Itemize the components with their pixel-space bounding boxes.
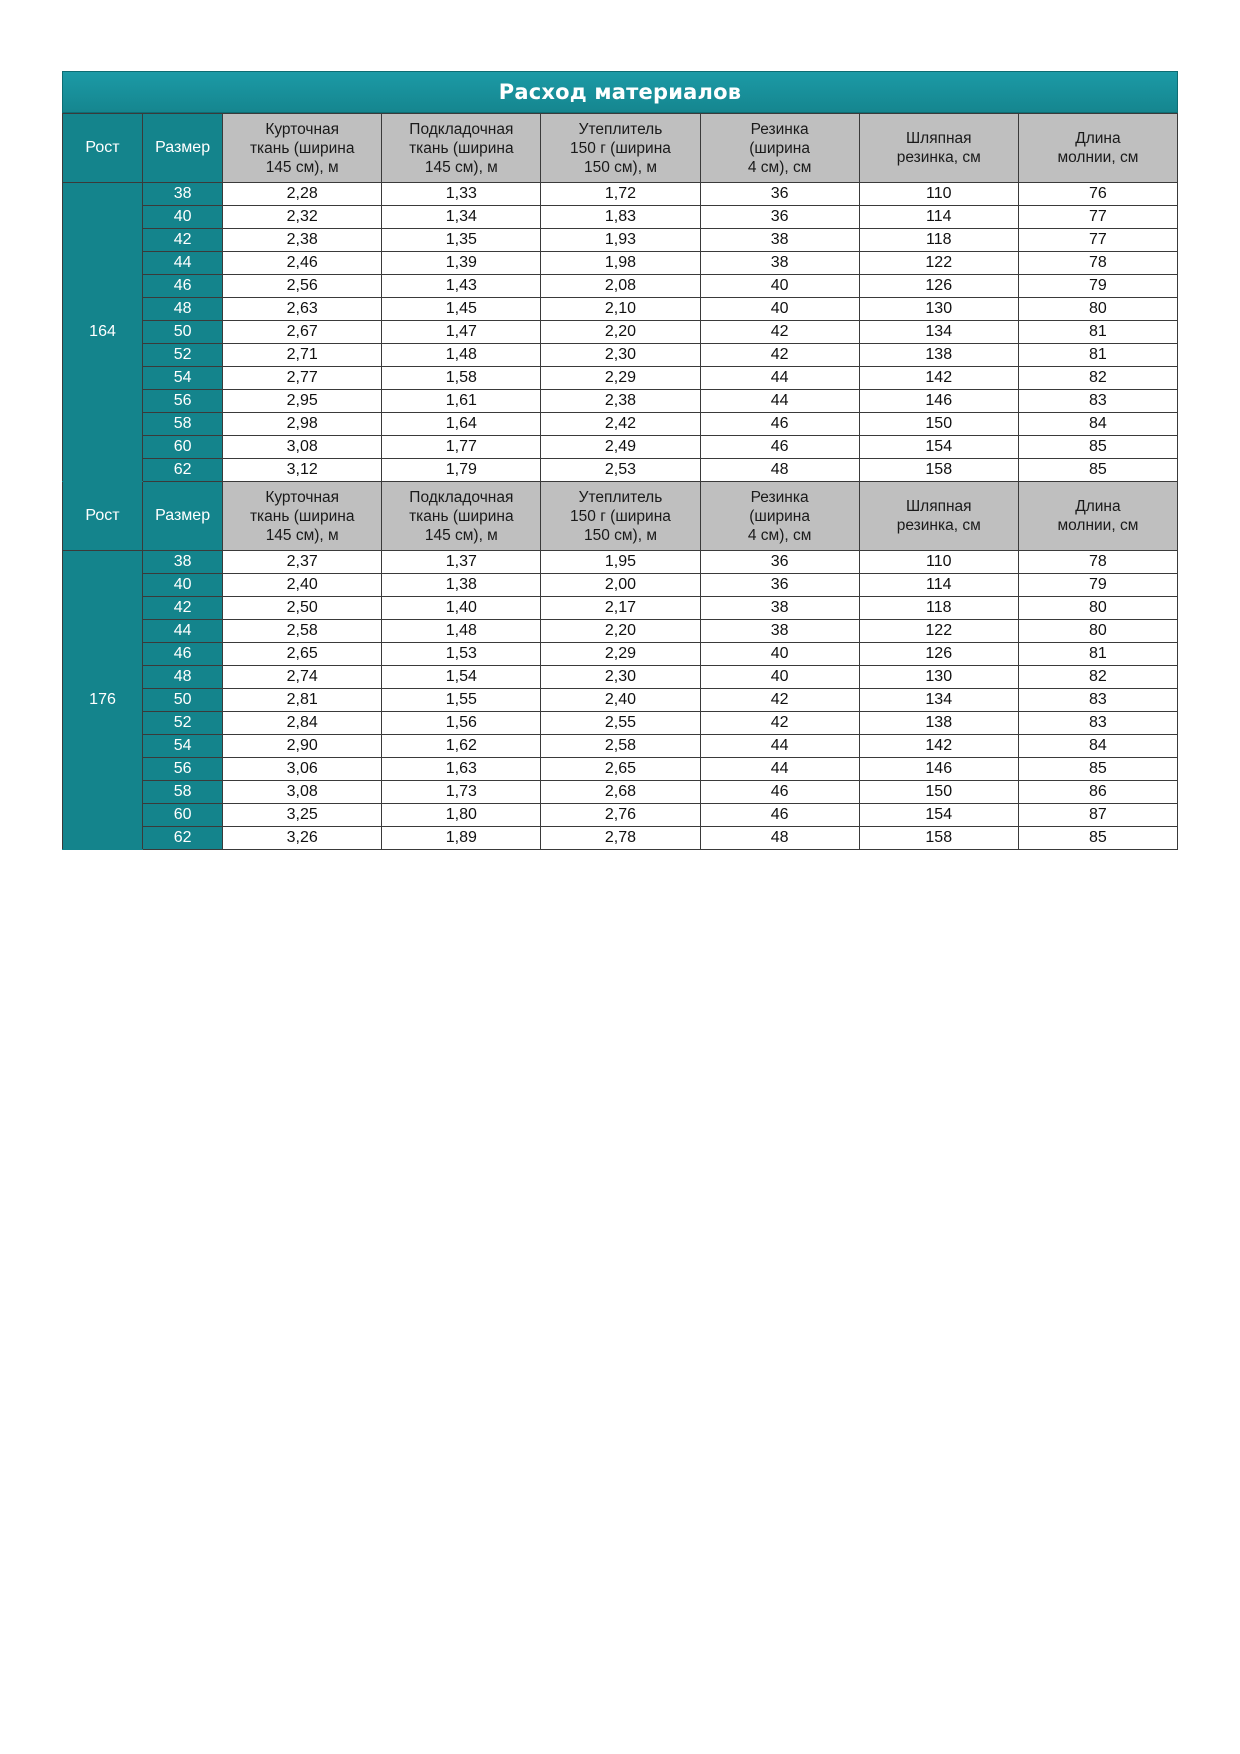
insulation-value: 2,30 (541, 344, 700, 367)
rost-header: Рост (63, 482, 143, 551)
jacket-fabric-value: 2,63 (223, 298, 382, 321)
table-row (63, 229, 1178, 252)
zipper-length-value: 81 (1018, 643, 1177, 666)
elastic-value: 40 (700, 666, 859, 689)
hat-elastic-value: 130 (859, 298, 1018, 321)
table-row (63, 413, 1178, 436)
insulation-value: 1,98 (541, 252, 700, 275)
size-value: 50 (143, 689, 223, 712)
elastic-value: 36 (700, 551, 859, 574)
header-line: 150 см), м (583, 158, 657, 176)
jacket-fabric-header (223, 482, 382, 551)
lining-fabric-value: 1,33 (382, 183, 541, 206)
jacket-fabric-value: 3,25 (223, 804, 382, 827)
zipper-length-value: 83 (1018, 390, 1177, 413)
hat-elastic-value: 122 (859, 620, 1018, 643)
jacket-fabric-value: 3,08 (223, 781, 382, 804)
header-line: Утеплитель (578, 120, 663, 138)
table-row (63, 367, 1178, 390)
zipper-length-value: 78 (1018, 252, 1177, 275)
lining-fabric-value: 1,64 (382, 413, 541, 436)
header-line: (ширина (749, 139, 810, 157)
size-value: 58 (143, 781, 223, 804)
jacket-fabric-value: 2,56 (223, 275, 382, 298)
elastic-value: 44 (700, 390, 859, 413)
zipper-length-value: 83 (1018, 689, 1177, 712)
size-value: 56 (143, 758, 223, 781)
hat-elastic-value: 150 (859, 781, 1018, 804)
header-line: ткань (ширина (249, 139, 355, 157)
insulation-header (541, 114, 700, 183)
lining-fabric-value: 1,73 (382, 781, 541, 804)
table-row (63, 666, 1178, 689)
elastic-value: 36 (700, 206, 859, 229)
header-line: Шляпная (905, 130, 972, 147)
table-row (63, 252, 1178, 275)
lining-fabric-value: 1,54 (382, 666, 541, 689)
zipper-length-header (1018, 114, 1177, 183)
lining-fabric-value: 1,61 (382, 390, 541, 413)
hat-elastic-value: 114 (859, 206, 1018, 229)
size-value: 58 (143, 413, 223, 436)
hat-elastic-value: 142 (859, 367, 1018, 390)
hat-elastic-value: 134 (859, 321, 1018, 344)
jacket-fabric-header (223, 114, 382, 183)
header-line: 4 см), см (747, 526, 812, 544)
table-row (63, 597, 1178, 620)
elastic-value: 40 (700, 643, 859, 666)
zipper-length-value: 84 (1018, 413, 1177, 436)
lining-fabric-header (382, 482, 541, 551)
zipper-length-value: 85 (1018, 436, 1177, 459)
hat-elastic-value: 110 (859, 551, 1018, 574)
table-row (63, 344, 1178, 367)
materials-table (62, 113, 1178, 850)
table-row (63, 620, 1178, 643)
lining-fabric-value: 1,58 (382, 367, 541, 390)
table-row (63, 735, 1178, 758)
insulation-value: 2,53 (541, 459, 700, 482)
header-line: 150 г (ширина (570, 139, 671, 157)
table-row (63, 390, 1178, 413)
size-value: 42 (143, 597, 223, 620)
zipper-length-value: 80 (1018, 620, 1177, 643)
insulation-value: 2,38 (541, 390, 700, 413)
insulation-value: 2,58 (541, 735, 700, 758)
size-value: 62 (143, 827, 223, 850)
lining-fabric-value: 1,89 (382, 827, 541, 850)
insulation-value: 1,83 (541, 206, 700, 229)
size-value: 60 (143, 804, 223, 827)
header-line: ткань (ширина (409, 139, 514, 157)
table-row (63, 689, 1178, 712)
table-row (63, 459, 1178, 482)
size-value: 50 (143, 321, 223, 344)
header-line: Резинка (750, 120, 809, 138)
insulation-value: 2,68 (541, 781, 700, 804)
insulation-value: 1,72 (541, 183, 700, 206)
lining-fabric-value: 1,35 (382, 229, 541, 252)
hat-elastic-value: 146 (859, 758, 1018, 781)
hat-elastic-value: 110 (859, 183, 1018, 206)
header-line: молнии, см (1057, 517, 1139, 534)
header-line: (ширина (749, 507, 810, 525)
table-row (63, 551, 1178, 574)
insulation-value: 2,65 (541, 758, 700, 781)
hat-elastic-value: 146 (859, 390, 1018, 413)
hat-elastic-value: 118 (859, 597, 1018, 620)
insulation-value: 2,29 (541, 367, 700, 390)
table-row (63, 275, 1178, 298)
zipper-length-value: 81 (1018, 344, 1177, 367)
lining-fabric-value: 1,55 (382, 689, 541, 712)
lining-fabric-value: 1,48 (382, 620, 541, 643)
jacket-fabric-value: 2,67 (223, 321, 382, 344)
zipper-length-value: 76 (1018, 183, 1177, 206)
hat-elastic-header (859, 482, 1018, 551)
insulation-value: 1,93 (541, 229, 700, 252)
insulation-value: 1,95 (541, 551, 700, 574)
zipper-length-value: 84 (1018, 735, 1177, 758)
elastic-value: 42 (700, 712, 859, 735)
insulation-value: 2,78 (541, 827, 700, 850)
jacket-fabric-value: 2,50 (223, 597, 382, 620)
size-value: 44 (143, 252, 223, 275)
size-value: 46 (143, 643, 223, 666)
header-line: Курточная (265, 120, 340, 138)
table-row (63, 321, 1178, 344)
insulation-value: 2,20 (541, 620, 700, 643)
zipper-length-value: 87 (1018, 804, 1177, 827)
table-row (63, 643, 1178, 666)
lining-fabric-value: 1,56 (382, 712, 541, 735)
header-line: Подкладочная (409, 120, 514, 138)
size-value: 52 (143, 712, 223, 735)
lining-fabric-value: 1,40 (382, 597, 541, 620)
table-row (63, 574, 1178, 597)
elastic-value: 42 (700, 344, 859, 367)
table-row (63, 827, 1178, 850)
header-line: Длина (1075, 130, 1121, 147)
materials-sheet (62, 71, 1178, 850)
hat-elastic-value: 158 (859, 827, 1018, 850)
elastic-value: 48 (700, 459, 859, 482)
insulation-value: 2,20 (541, 321, 700, 344)
header-line: ткань (ширина (249, 507, 355, 525)
table-row (63, 758, 1178, 781)
lining-fabric-value: 1,80 (382, 804, 541, 827)
rost-value: 176 (63, 551, 143, 850)
hat-elastic-value: 138 (859, 344, 1018, 367)
zipper-length-value: 82 (1018, 666, 1177, 689)
jacket-fabric-value: 2,77 (223, 367, 382, 390)
zipper-length-value: 82 (1018, 367, 1177, 390)
hat-elastic-value: 138 (859, 712, 1018, 735)
lining-fabric-value: 1,79 (382, 459, 541, 482)
table-row (63, 781, 1178, 804)
hat-elastic-header (859, 114, 1018, 183)
hat-elastic-value: 154 (859, 804, 1018, 827)
insulation-header (541, 482, 700, 551)
size-value: 54 (143, 367, 223, 390)
hat-elastic-value: 118 (859, 229, 1018, 252)
header-line: 145 см), м (265, 526, 339, 544)
jacket-fabric-value: 2,46 (223, 252, 382, 275)
header-line: молнии, см (1057, 149, 1139, 166)
size-header: Размер (143, 114, 223, 183)
header-line: Курточная (265, 488, 340, 506)
hat-elastic-value: 150 (859, 413, 1018, 436)
insulation-value: 2,10 (541, 298, 700, 321)
insulation-value: 2,76 (541, 804, 700, 827)
zipper-length-value: 78 (1018, 551, 1177, 574)
jacket-fabric-value: 2,71 (223, 344, 382, 367)
elastic-value: 46 (700, 804, 859, 827)
table-title: Расход материалов (62, 71, 1178, 113)
jacket-fabric-value: 2,40 (223, 574, 382, 597)
zipper-length-value: 79 (1018, 574, 1177, 597)
header-line: Шляпная (905, 498, 972, 515)
size-value: 38 (143, 183, 223, 206)
jacket-fabric-value: 2,81 (223, 689, 382, 712)
elastic-value: 44 (700, 367, 859, 390)
header-line: ткань (ширина (409, 507, 514, 525)
insulation-value: 2,17 (541, 597, 700, 620)
header-line: Длина (1075, 498, 1121, 515)
elastic-value: 46 (700, 781, 859, 804)
elastic-value: 46 (700, 436, 859, 459)
lining-fabric-header (382, 114, 541, 183)
zipper-length-value: 85 (1018, 459, 1177, 482)
lining-fabric-value: 1,43 (382, 275, 541, 298)
jacket-fabric-value: 2,95 (223, 390, 382, 413)
zipper-length-value: 81 (1018, 321, 1177, 344)
header-line: 145 см), м (265, 158, 339, 176)
jacket-fabric-value: 2,38 (223, 229, 382, 252)
zipper-length-value: 79 (1018, 275, 1177, 298)
jacket-fabric-value: 2,28 (223, 183, 382, 206)
insulation-value: 2,42 (541, 413, 700, 436)
zipper-length-value: 80 (1018, 597, 1177, 620)
lining-fabric-value: 1,48 (382, 344, 541, 367)
elastic-value: 40 (700, 298, 859, 321)
header-line: 4 см), см (747, 158, 812, 176)
insulation-value: 2,40 (541, 689, 700, 712)
zipper-length-header (1018, 482, 1177, 551)
header-line: 150 см), м (583, 526, 657, 544)
insulation-value: 2,30 (541, 666, 700, 689)
size-value: 42 (143, 229, 223, 252)
rost-header: Рост (63, 114, 143, 183)
zipper-length-value: 77 (1018, 229, 1177, 252)
elastic-value: 48 (700, 827, 859, 850)
elastic-value: 38 (700, 597, 859, 620)
elastic-value: 38 (700, 620, 859, 643)
elastic-value: 36 (700, 183, 859, 206)
lining-fabric-value: 1,45 (382, 298, 541, 321)
table-body (63, 114, 1178, 850)
zipper-length-value: 77 (1018, 206, 1177, 229)
elastic-header (700, 114, 859, 183)
jacket-fabric-value: 2,58 (223, 620, 382, 643)
hat-elastic-value: 158 (859, 459, 1018, 482)
lining-fabric-value: 1,47 (382, 321, 541, 344)
size-value: 46 (143, 275, 223, 298)
size-value: 44 (143, 620, 223, 643)
table-row (63, 183, 1178, 206)
elastic-value: 42 (700, 321, 859, 344)
jacket-fabric-value: 2,74 (223, 666, 382, 689)
jacket-fabric-value: 2,37 (223, 551, 382, 574)
table-row (63, 436, 1178, 459)
jacket-fabric-value: 3,12 (223, 459, 382, 482)
hat-elastic-value: 126 (859, 643, 1018, 666)
rost-value: 164 (63, 183, 143, 482)
hat-elastic-value: 122 (859, 252, 1018, 275)
jacket-fabric-value: 2,98 (223, 413, 382, 436)
lining-fabric-value: 1,53 (382, 643, 541, 666)
size-value: 54 (143, 735, 223, 758)
lining-fabric-value: 1,34 (382, 206, 541, 229)
header-row (63, 114, 1178, 183)
zipper-length-value: 85 (1018, 758, 1177, 781)
jacket-fabric-value: 3,06 (223, 758, 382, 781)
table-row (63, 712, 1178, 735)
lining-fabric-value: 1,62 (382, 735, 541, 758)
header-line: 150 г (ширина (570, 507, 671, 525)
header-line: Резинка (750, 488, 809, 506)
zipper-length-value: 85 (1018, 827, 1177, 850)
hat-elastic-value: 114 (859, 574, 1018, 597)
insulation-value: 2,55 (541, 712, 700, 735)
elastic-value: 44 (700, 758, 859, 781)
elastic-value: 40 (700, 275, 859, 298)
hat-elastic-value: 154 (859, 436, 1018, 459)
elastic-value: 42 (700, 689, 859, 712)
elastic-value: 38 (700, 252, 859, 275)
jacket-fabric-value: 3,08 (223, 436, 382, 459)
header-line: 145 см), м (424, 158, 498, 176)
lining-fabric-value: 1,37 (382, 551, 541, 574)
header-line: 145 см), м (424, 526, 498, 544)
elastic-value: 44 (700, 735, 859, 758)
size-value: 40 (143, 574, 223, 597)
size-value: 48 (143, 666, 223, 689)
insulation-value: 2,49 (541, 436, 700, 459)
elastic-value: 38 (700, 229, 859, 252)
header-line: резинка, см (896, 149, 981, 166)
lining-fabric-value: 1,39 (382, 252, 541, 275)
lining-fabric-value: 1,63 (382, 758, 541, 781)
jacket-fabric-value: 2,84 (223, 712, 382, 735)
jacket-fabric-value: 2,90 (223, 735, 382, 758)
table-row (63, 298, 1178, 321)
size-value: 62 (143, 459, 223, 482)
insulation-value: 2,29 (541, 643, 700, 666)
jacket-fabric-value: 2,32 (223, 206, 382, 229)
hat-elastic-value: 126 (859, 275, 1018, 298)
insulation-value: 2,00 (541, 574, 700, 597)
zipper-length-value: 86 (1018, 781, 1177, 804)
jacket-fabric-value: 3,26 (223, 827, 382, 850)
size-header: Размер (143, 482, 223, 551)
table-row (63, 206, 1178, 229)
size-value: 60 (143, 436, 223, 459)
elastic-value: 46 (700, 413, 859, 436)
jacket-fabric-value: 2,65 (223, 643, 382, 666)
header-row (63, 482, 1178, 551)
lining-fabric-value: 1,77 (382, 436, 541, 459)
lining-fabric-value: 1,38 (382, 574, 541, 597)
hat-elastic-value: 134 (859, 689, 1018, 712)
hat-elastic-value: 130 (859, 666, 1018, 689)
size-value: 38 (143, 551, 223, 574)
size-value: 56 (143, 390, 223, 413)
size-value: 40 (143, 206, 223, 229)
elastic-value: 36 (700, 574, 859, 597)
table-row (63, 804, 1178, 827)
zipper-length-value: 83 (1018, 712, 1177, 735)
size-value: 52 (143, 344, 223, 367)
header-line: Подкладочная (409, 488, 514, 506)
zipper-length-value: 80 (1018, 298, 1177, 321)
insulation-value: 2,08 (541, 275, 700, 298)
header-line: Утеплитель (578, 488, 663, 506)
header-line: резинка, см (896, 517, 981, 534)
size-value: 48 (143, 298, 223, 321)
elastic-header (700, 482, 859, 551)
hat-elastic-value: 142 (859, 735, 1018, 758)
